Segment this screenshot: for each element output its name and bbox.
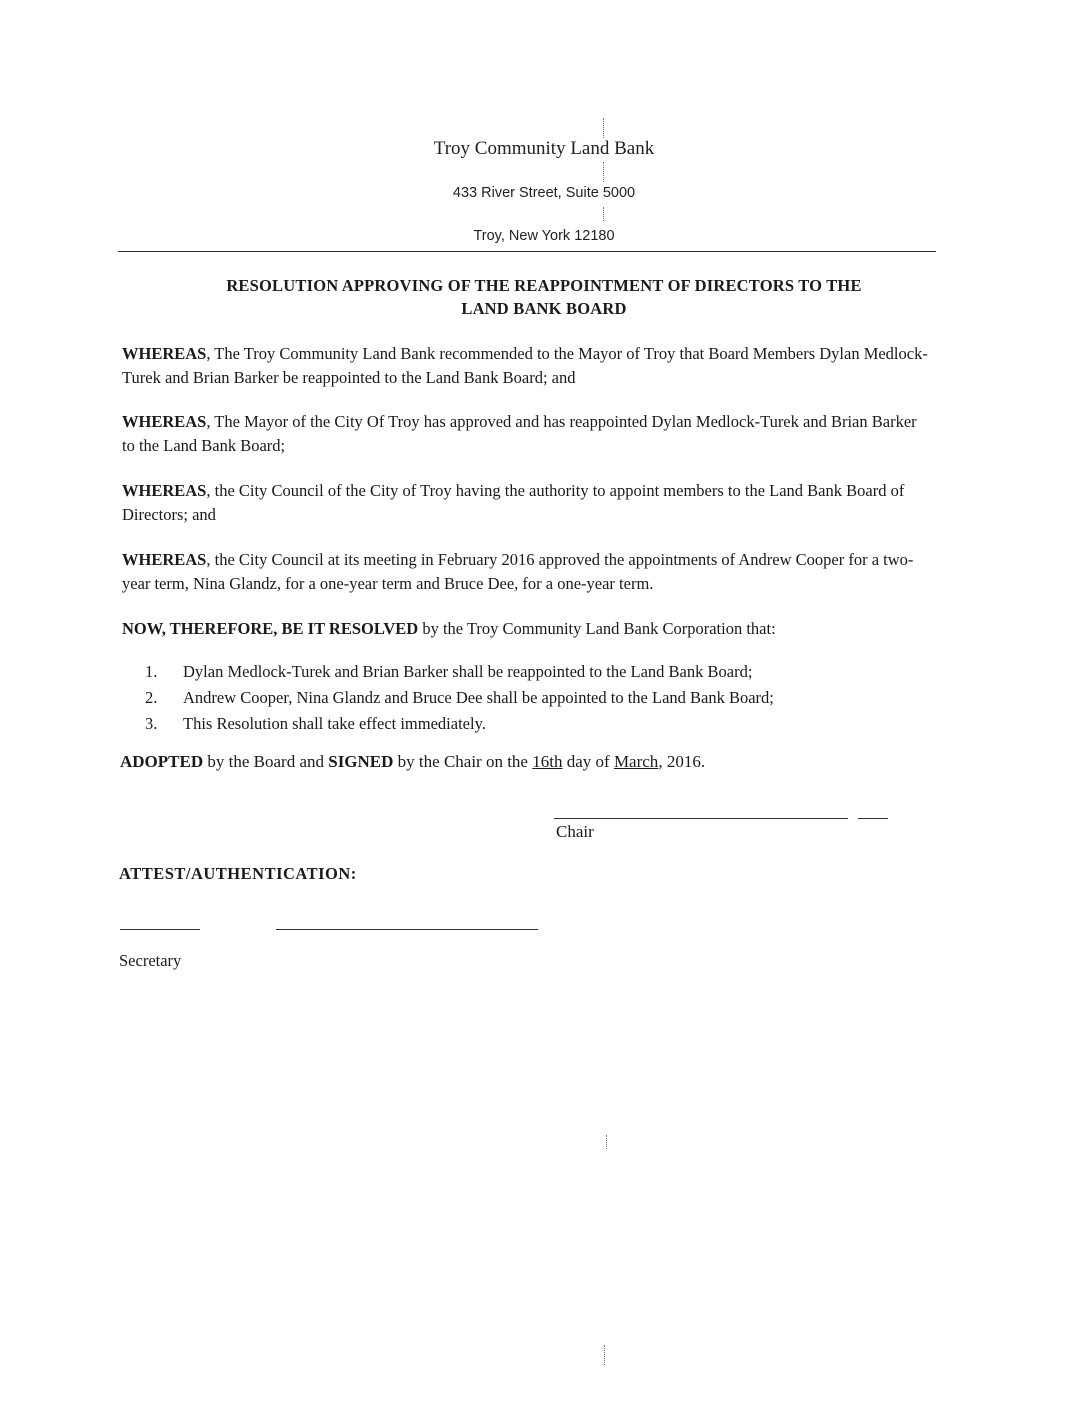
- whereas-paragraph: [122, 342, 932, 390]
- paragraph-text: , The Troy Community Land Bank recommended to the Mayor of Troy that Board Members Dylan Medlock-Turek and Brian Barker be reappointed to the Land Bank Board; and: [122, 344, 928, 387]
- scan-artifact-dots: [604, 1345, 605, 1365]
- secretary-label: Secretary: [119, 951, 182, 970]
- adopted-text: day of: [562, 752, 614, 771]
- resolution-item-number: 1.: [145, 662, 158, 681]
- paragraph-lead: WHEREAS: [122, 550, 207, 569]
- chair-signature-line: [554, 818, 848, 819]
- resolution-title-line1: RESOLUTION APPROVING OF THE REAPPOINTMENT OF DIRECTORS TO THE: [226, 276, 862, 295]
- scan-artifact-dots: [606, 1135, 607, 1149]
- letterhead-address-line2: Troy, New York 12180: [473, 228, 615, 244]
- letterhead-address-line1: 433 River Street, Suite 5000: [452, 185, 636, 201]
- chair-signature-line-segment: [858, 818, 888, 819]
- resolution-list: [145, 659, 935, 737]
- paragraph-text: , the City Council of the City of Troy having the authority to appoint members to the Land Bank Board of Directors; and: [122, 481, 905, 524]
- scan-artifact-dots: [603, 207, 604, 221]
- whereas-paragraph: [122, 479, 932, 527]
- resolution-item-text: This Resolution shall take effect immediately.: [183, 714, 486, 733]
- resolution-item: [145, 685, 935, 711]
- secretary-signature-line: [276, 929, 538, 930]
- chair-label: Chair: [556, 822, 594, 841]
- paragraph-lead: NOW, THEREFORE, BE IT RESOLVED: [122, 619, 419, 638]
- letterhead-divider: [118, 251, 936, 252]
- resolution-item: [145, 659, 935, 685]
- paragraph-lead: WHEREAS: [122, 412, 207, 431]
- adopted-lead: ADOPTED: [120, 752, 204, 771]
- letterhead-org-name: Troy Community Land Bank: [433, 138, 655, 159]
- paragraph-lead: WHEREAS: [122, 481, 207, 500]
- paragraph-text: by the Troy Community Land Bank Corporation that:: [418, 619, 776, 638]
- whereas-paragraph: [122, 548, 932, 596]
- resolution-title: [0, 274, 1088, 320]
- paragraph-text: , the City Council at its meeting in February 2016 approved the appointments of Andrew Cooper for a two-year term, Nina Glandz, for a one-year term and Bruce Dee, for a one-year term.: [122, 550, 914, 593]
- scan-artifact-dots: [603, 162, 604, 182]
- adopted-text: by the Board and: [203, 752, 329, 771]
- paragraph-text: , The Mayor of the City Of Troy has approved and has reappointed Dylan Medlock-Turek and Brian Barker to the Land Bank Board;: [122, 412, 917, 455]
- resolution-item-number: 2.: [145, 688, 158, 707]
- whereas-paragraph: [122, 410, 932, 458]
- paragraph-lead: WHEREAS: [122, 344, 207, 363]
- resolution-title-line2: LAND BANK BOARD: [461, 299, 627, 318]
- resolution-item: [145, 711, 935, 737]
- resolution-item-text: Dylan Medlock-Turek and Brian Barker shall be reappointed to the Land Bank Board;: [183, 662, 753, 681]
- secretary-signature-line-segment: [120, 929, 200, 930]
- adopted-statement: [120, 752, 705, 772]
- scan-artifact-dots: [603, 118, 604, 138]
- attest-heading: ATTEST/AUTHENTICATION:: [119, 864, 357, 883]
- adopted-text: , 2016.: [658, 752, 706, 771]
- resolution-item-number: 3.: [145, 714, 158, 733]
- adopted-text: by the Chair on the: [393, 752, 533, 771]
- adopted-month: March: [613, 752, 659, 771]
- adopted-day: 16th: [532, 752, 563, 771]
- signed-lead: SIGNED: [328, 752, 394, 771]
- resolved-paragraph: [122, 617, 932, 641]
- resolution-item-text: Andrew Cooper, Nina Glandz and Bruce Dee shall be appointed to the Land Bank Board;: [183, 688, 774, 707]
